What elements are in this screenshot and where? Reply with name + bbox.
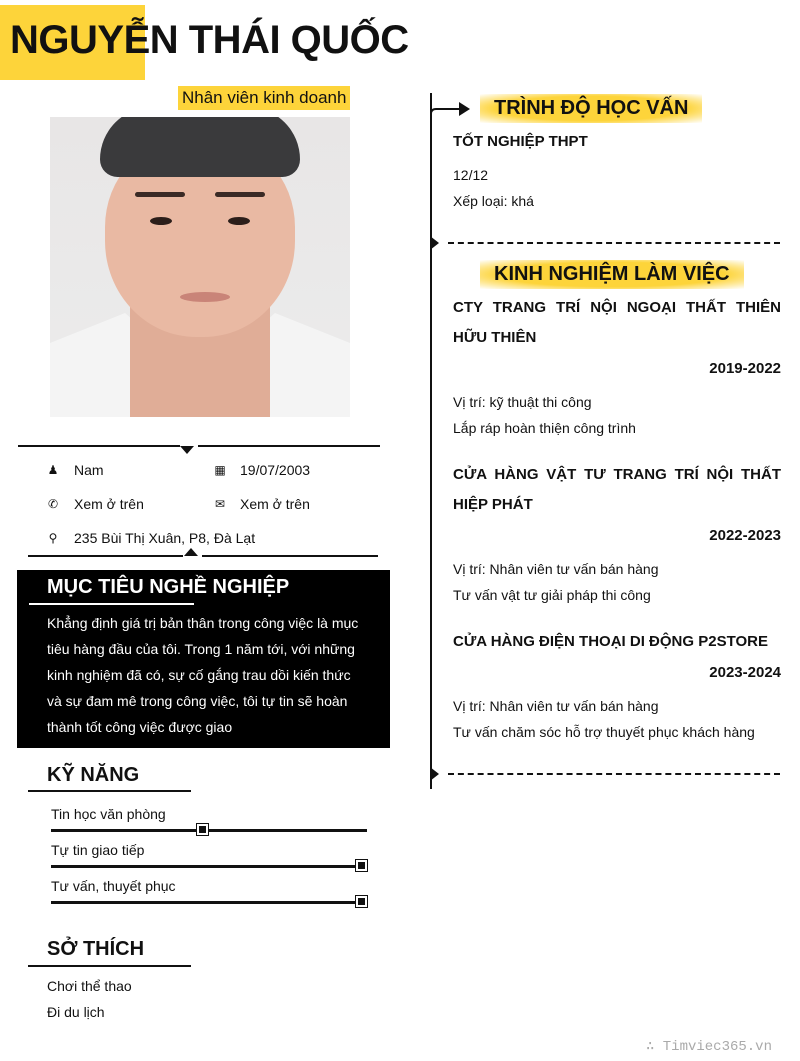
title-underline	[28, 790, 191, 792]
map-marker-icon: ⚲	[48, 531, 58, 545]
education-rank: Xếp loại: khá	[453, 193, 534, 209]
divider	[18, 445, 180, 447]
candidate-name: NGUYỄN THÁI QUỐC	[10, 18, 409, 62]
divider	[198, 445, 380, 447]
dashed-divider	[448, 773, 780, 775]
triangle-down-icon	[180, 446, 194, 454]
career-goal-section	[17, 570, 390, 748]
skill-label: Tư vấn, thuyết phục	[51, 878, 176, 894]
hobbies-title: SỞ THÍCH	[47, 938, 145, 960]
experience-position: Vị trí: kỹ thuật thi công	[453, 394, 592, 410]
experience-company: CỬA HÀNG ĐIỆN THOẠI DI ĐỘNG P2STORE	[453, 633, 768, 650]
divider	[28, 555, 183, 557]
divider	[202, 555, 378, 557]
info-phone: ✆ Xem ở trên	[47, 496, 144, 512]
user-icon: ♟	[47, 463, 59, 477]
skills-title: KỸ NĂNG	[47, 764, 140, 786]
experience-company: CTY TRANG TRÍ NỘI NGOẠI THẤT THIÊN HỮU THIÊN	[453, 299, 781, 346]
calendar-icon: ▦	[214, 463, 226, 477]
education-school: TỐT NGHIỆP THPT	[453, 133, 588, 150]
education-title: TRÌNH ĐỘ HỌC VẤN	[480, 94, 702, 123]
skill-level-knob	[197, 824, 208, 835]
experience-years: 2023-2024	[709, 664, 781, 681]
triangle-up-icon	[184, 548, 198, 556]
timeline-line	[430, 93, 432, 789]
job-title: Nhân viên kinh doanh	[178, 86, 350, 110]
experience-desc: Lắp ráp hoàn thiện công trình	[453, 420, 636, 436]
hobby-item: Chơi thể thao	[47, 978, 132, 994]
career-goal-text: Khẳng định giá trị bản thân trong công việc là mục tiêu hàng đầu của tôi. Trong 1 năm tới, với những kinh nghiệm đã có, sự cố gắng trau dồi kiến thức và sự đam mê trong công việc, tôi tự tin sẽ hoàn thành tốt công việc được giao	[47, 615, 359, 735]
hobby-item: Đi du lịch	[47, 1004, 105, 1020]
arrow-right-icon	[430, 98, 472, 122]
experience-position: Vị trí: Nhân viên tư vấn bán hàng	[453, 561, 659, 577]
watermark: ∴ Timviec365.vn	[645, 1039, 772, 1055]
skill-level-knob	[356, 896, 367, 907]
info-gender: ♟ Nam	[47, 462, 104, 478]
skill-bar	[51, 865, 367, 868]
experience-years: 2019-2022	[709, 360, 781, 377]
experience-desc: Tư vấn chăm sóc hỗ trợ thuyết phục khách hàng	[453, 724, 755, 740]
info-email: ✉ Xem ở trên	[214, 496, 310, 512]
skill-bar	[51, 829, 367, 832]
profile-photo	[50, 117, 350, 417]
education-grade: 12/12	[453, 167, 489, 183]
experience-years: 2022-2023	[709, 527, 781, 544]
skill-label: Tự tin giao tiếp	[51, 842, 145, 858]
info-address: ⚲ 235 Bùi Thị Xuân, P8, Đà Lạt	[46, 530, 255, 546]
experience-title: KINH NGHIỆM LÀM VIỆC	[480, 260, 744, 289]
skill-label: Tin học văn phòng	[51, 806, 166, 822]
phone-icon: ✆	[47, 497, 59, 511]
experience-desc: Tư vấn vật tư giải pháp thi công	[453, 587, 651, 603]
timeline-marker-icon	[430, 236, 439, 250]
experience-position: Vị trí: Nhân viên tư vấn bán hàng	[453, 698, 659, 714]
info-birthday: ▦ 19/07/2003	[214, 462, 311, 478]
section-title: MỤC TIÊU NGHỀ NGHIỆP	[47, 576, 290, 598]
experience-company: CỬA HÀNG VẬT TƯ TRANG TRÍ NỘI THẤT HIỆP PHÁT	[453, 466, 781, 513]
timeline-marker-icon	[430, 767, 439, 781]
email-icon: ✉	[214, 497, 226, 511]
dashed-divider	[448, 242, 780, 244]
title-underline	[28, 965, 191, 967]
title-underline	[29, 603, 194, 605]
skill-bar	[51, 901, 367, 904]
skill-level-knob	[356, 860, 367, 871]
